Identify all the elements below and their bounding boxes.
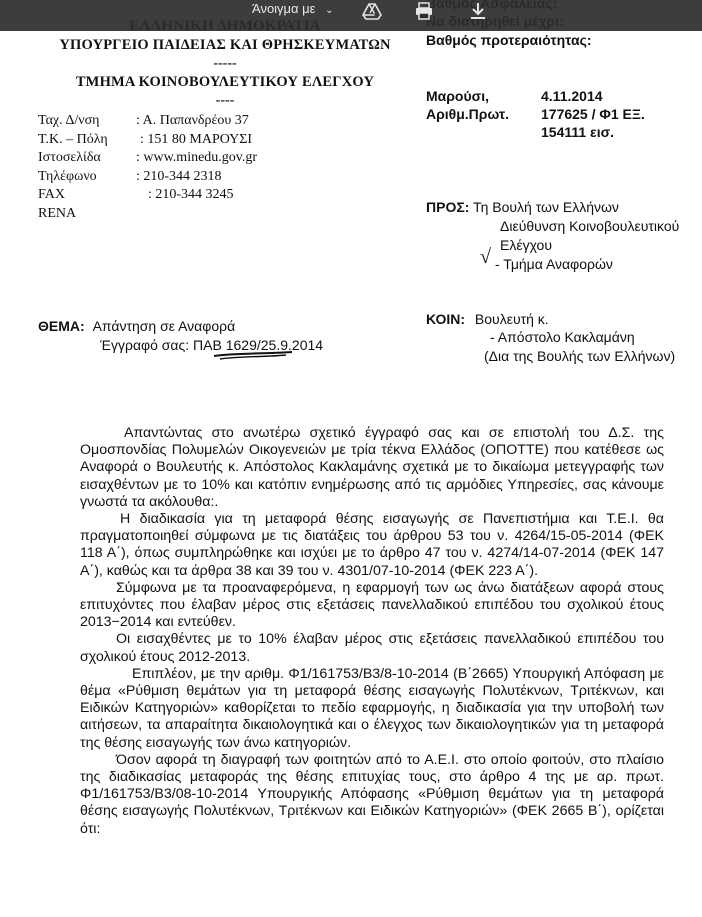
contact-label: FAX: [38, 187, 65, 202]
recipient-line: - Τμήμα Αναφορών: [495, 256, 613, 272]
contact-value: : www.minedu.gov.gr: [136, 150, 258, 165]
cc-label: ΚΟΙΝ:: [426, 311, 466, 327]
cc-line: (Δια της Βουλής των Ελλήνων): [484, 348, 676, 364]
reference-number: 1629/25.9.2014: [225, 337, 324, 353]
subject-title: Απάντηση σε Αναφορά: [92, 318, 236, 334]
contact-value: : 210-344 3245: [148, 187, 234, 202]
recipient-block: [426, 198, 619, 217]
contact-row: [38, 149, 258, 168]
contact-row: [38, 131, 253, 150]
open-with-button[interactable]: [246, 0, 339, 31]
recipient-label: ΠΡΟΣ:: [426, 199, 470, 215]
header-separator: -----: [213, 56, 237, 71]
body-paragraph: Επιπλέον, με την αριθμ. Φ1/161753/Β3/8-10-2014 (Β΄2665) Υπουργική Απόφαση με θέμα «Ρύθμιση θεμάτων για τη μεταφορά θέσης εισαγωγής Πολυτέκνων, Τριτέκνων, και Ειδικών Κατηγοριών» καθορίζεται το πεδίο εφαρμογής, η διαδικασία για την υποβολή των αιτήσεων, τα απαραίτητα δικαιολογητικά και ο έλεγχος των δικαιολογητικών για τη μεταφορά της θέσης εισαγωγής των άνω κατηγοριών.: [80, 665, 664, 751]
protocol-number: 177625 / Φ1 ΕΞ.: [541, 106, 645, 122]
body-paragraph: Όσον αφορά τη διαγραφή των φοιτητών από το Α.Ε.Ι. στο οποίο φοιτούν, στο πλαίσιο της διαδικασίας μεταφοράς της θέσης επιτυχίας τους, στο άρθρο 4 της με αρ. πρωτ. Φ1/161753/Β3/08-10-2014 Υπουργικής Απόφασης «Ρύθμιση θεμάτων για τη μεταφορά θέσης εισαγωγής Πολυτέκνων, Τριτέκνων και Ειδικών Κατηγοριών» (ΦΕΚ 2665 Β΄), ορίζεται ότι:: [80, 751, 664, 837]
letter-date: 4.11.2014: [541, 88, 603, 104]
ministry-heading: ΥΠΟΥΡΓΕΙΟ ΠΑΙΔΕΙΑΣ ΚΑΙ ΘΡΗΣΚΕΥΜΑΤΩΝ: [59, 37, 391, 53]
contact-label: Ταχ. Δ/νση: [38, 113, 100, 128]
contact-row: [38, 186, 234, 205]
cc-line: Βουλευτή κ.: [474, 311, 549, 327]
handwritten-check-mark: √: [480, 246, 491, 268]
department-heading: ΤΜΗΜΑ ΚΟΙΝΟΒΟΥΛΕΥΤΙΚΟΥ ΕΛΕΓΧΟΥ: [75, 74, 375, 90]
recipient-line: Διεύθυνση Κοινοβουλευτικού: [500, 218, 680, 234]
chevron-down-icon: ⌄: [325, 5, 334, 16]
body-paragraph: Η διαδικασία για τη μεταφορά θέσης εισαγωγής σε Πανεπιστήμια και Τ.Ε.Ι. θα πραγματοποιηθεί σύμφωνα με τις διατάξεις του άρθρου 53 του ν. 4264/15-05-2014 (ΦΕΚ 118 Α΄), όπως συμπληρώθηκε και ισχύει με το άρθρο 47 του ν. 4274/14-07-2014 (ΦΕΚ 147 Α΄), καθώς και τα άρθρα 38 και 39 του ν. 4301/07-10-2014 (ΦΕΚ 223 Α΄).: [80, 511, 664, 579]
contact-label: Τ.Κ. – Πόλη: [38, 131, 108, 147]
drive-icon[interactable]: [362, 1, 382, 21]
priority-label: Βαθμός προτεραιότητας:: [426, 32, 592, 48]
subject-block: [38, 317, 235, 336]
contact-block: [38, 112, 258, 223]
body-paragraph: Οι εισαχθέντες με το 10% έλαβαν μέρος στις εξετάσεις πανελλαδικού επιπέδου του σχολικού έτους 2012-2013.: [80, 631, 664, 665]
contact-row: [38, 168, 222, 187]
contact-label: RENA: [38, 205, 77, 221]
contact-label: Ιστοσελίδα: [38, 150, 101, 165]
handwritten-underline: [212, 350, 294, 360]
body-paragraph: Σύμφωνα με τα προαναφερόμενα, η εφαρμογή των ως άνω διατάξεων αφορά στους επιτυχόντες που έλαβαν μέρος στις εξετάσεις πανελλαδικού επιπέδου του σχολικού έτους 2013−2014 και εντεύθεν.: [80, 579, 664, 631]
contact-label: Τηλέφωνο: [38, 168, 97, 184]
contact-row: [38, 205, 108, 224]
letter-body: [80, 425, 664, 838]
recipient-line: Τη Βουλή των Ελλήνων: [473, 199, 619, 215]
contact-value: : 210-344 2318: [136, 168, 222, 184]
subject-label: ΘΕΜΑ:: [38, 318, 85, 334]
print-icon[interactable]: [414, 1, 434, 21]
viewer-toolbar: [0, 0, 702, 31]
cc-line: - Απόστολο Κακλαμάνη: [490, 329, 635, 345]
protocol-label: Αριθμ.Πρωτ.: [426, 106, 510, 122]
recipient-line: Ελέγχου: [500, 237, 552, 253]
protocol-number-2: 154111 εισ.: [541, 124, 615, 140]
place-label: Μαρούσι,: [426, 88, 489, 104]
download-icon[interactable]: [468, 1, 488, 21]
body-paragraph: Απαντώντας στο ανωτέρω σχετικό έγγραφό σας και σε επιστολή του Δ.Σ. της Ομοσπονδίας Πολυμελών Οικογενειών με τρία τέκνα Ελλάδος (ΟΠΟΤΤΕ) που κατέθεσε ως Αναφορά ο Βουλευτής κ. Απόστολος Κακλαμάνης σχετικά με το δικαίωμα μετεγγραφής των εισαχθέντων με το 10% και κατόπιν ενημέρωσης από τις αρμόδιες Υπηρεσίες, σας κάνουμε γνωστά τα ακόλουθα:.: [80, 425, 664, 510]
open-with-label: Άνοιγμα με: [252, 1, 316, 16]
reference-prefix: Έγγραφό σας: ΠΑΒ: [100, 337, 222, 353]
contact-value: : 151 80 ΜΑΡΟΥΣΙ: [140, 131, 253, 147]
contact-value: : Α. Παπανδρέου 37: [136, 113, 249, 128]
cc-block: [426, 310, 549, 329]
header-separator-2: ----: [215, 93, 235, 108]
contact-row: [38, 112, 249, 131]
